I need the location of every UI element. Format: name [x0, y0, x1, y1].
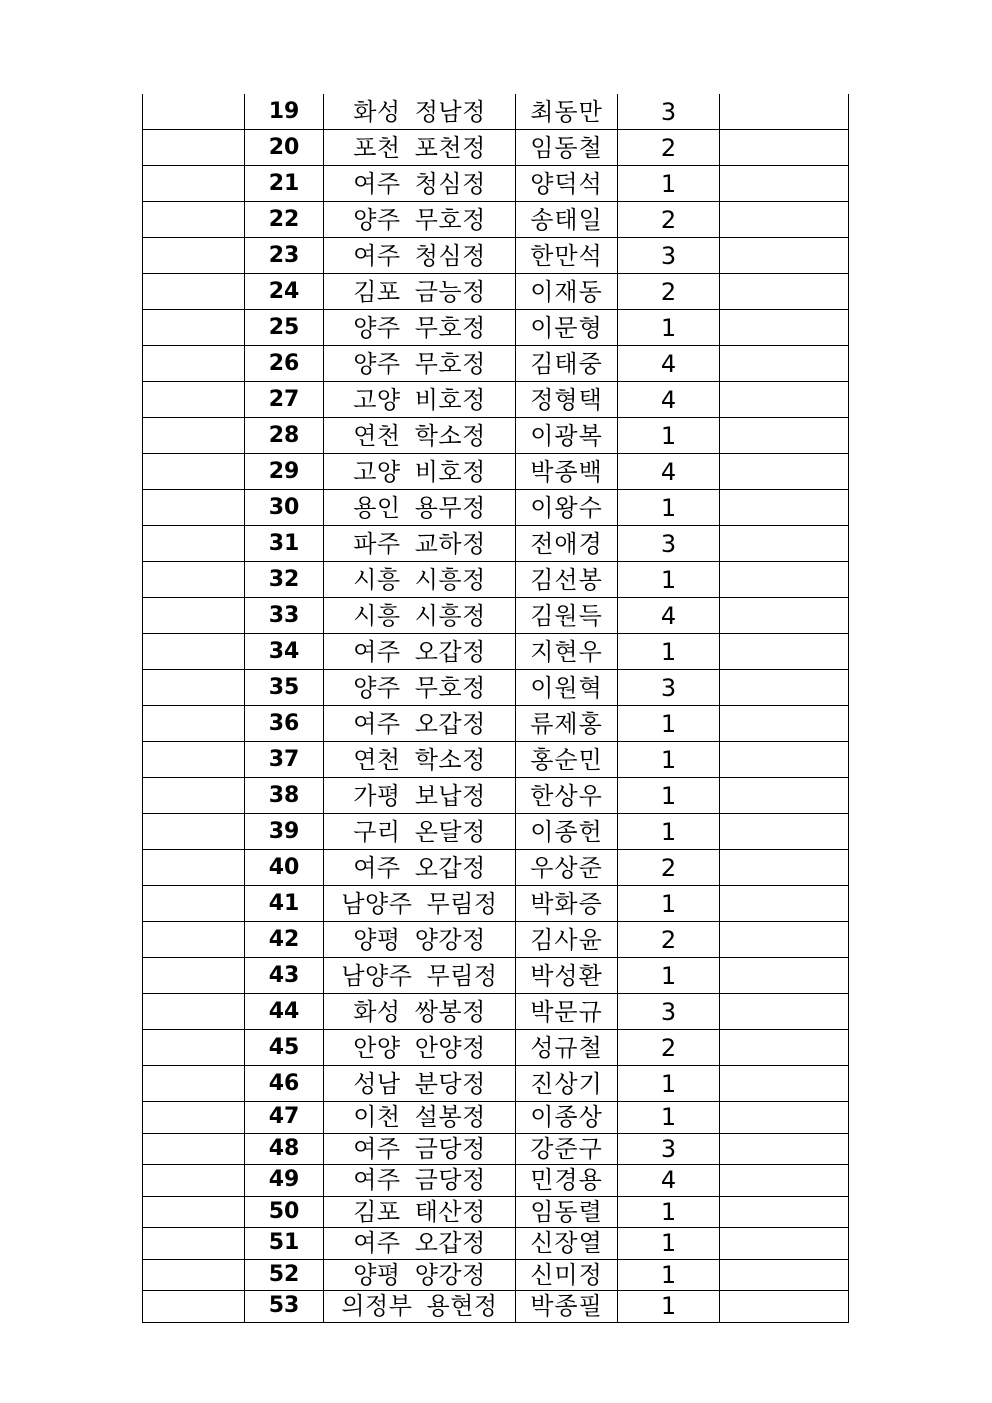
row-number-cell: 20 — [245, 130, 324, 166]
person-name-cell: 박화증 — [516, 886, 618, 922]
person-name-cell: 박종필 — [516, 1291, 618, 1323]
blank-cell-right — [720, 670, 849, 706]
table-row — [143, 598, 849, 634]
table-row — [143, 850, 849, 886]
team-cell: 여주 청심정 — [324, 166, 516, 202]
person-name-cell: 최동만 — [516, 94, 618, 130]
count-cell: 1 — [618, 814, 720, 850]
person-name-cell: 임동렬 — [516, 1196, 618, 1228]
person-name-cell: 이종상 — [516, 1102, 618, 1134]
person-name-cell: 신미정 — [516, 1259, 618, 1291]
team-cell: 여주 청심정 — [324, 238, 516, 274]
count-cell: 1 — [618, 1066, 720, 1102]
team-cell: 양평 양강정 — [324, 922, 516, 958]
blank-cell-right — [720, 454, 849, 490]
blank-cell-right — [720, 274, 849, 310]
person-name-cell: 양덕석 — [516, 166, 618, 202]
table-row — [143, 1165, 849, 1197]
team-cell: 파주 교하정 — [324, 526, 516, 562]
blank-cell-right — [720, 742, 849, 778]
team-cell: 고양 비호정 — [324, 454, 516, 490]
blank-cell-left — [143, 778, 245, 814]
person-name-cell: 정형택 — [516, 382, 618, 418]
person-name-cell: 박종백 — [516, 454, 618, 490]
table-row — [143, 454, 849, 490]
row-number-cell: 40 — [245, 850, 324, 886]
team-cell: 의정부 용현정 — [324, 1291, 516, 1323]
person-name-cell: 신장열 — [516, 1228, 618, 1260]
table-row — [143, 1228, 849, 1260]
team-cell: 여주 오갑정 — [324, 850, 516, 886]
count-cell: 4 — [618, 454, 720, 490]
row-number-cell: 49 — [245, 1165, 324, 1197]
row-number-cell: 44 — [245, 994, 324, 1030]
blank-cell-right — [720, 706, 849, 742]
blank-cell-left — [143, 742, 245, 778]
table-row — [143, 886, 849, 922]
table-row — [143, 166, 849, 202]
table-row — [143, 346, 849, 382]
blank-cell-left — [143, 958, 245, 994]
row-number-cell: 42 — [245, 922, 324, 958]
team-cell: 연천 학소정 — [324, 742, 516, 778]
team-cell: 포천 포천정 — [324, 130, 516, 166]
count-cell: 1 — [618, 1196, 720, 1228]
count-cell: 1 — [618, 742, 720, 778]
blank-cell-left — [143, 1066, 245, 1102]
count-cell: 2 — [618, 130, 720, 166]
row-number-cell: 27 — [245, 382, 324, 418]
row-number-cell: 22 — [245, 202, 324, 238]
blank-cell-left — [143, 1259, 245, 1291]
row-number-cell: 36 — [245, 706, 324, 742]
person-name-cell: 전애경 — [516, 526, 618, 562]
row-number-cell: 26 — [245, 346, 324, 382]
table-row — [143, 1259, 849, 1291]
blank-cell-left — [143, 670, 245, 706]
row-number-cell: 24 — [245, 274, 324, 310]
blank-cell-right — [720, 1196, 849, 1228]
blank-cell-left — [143, 490, 245, 526]
blank-cell-right — [720, 526, 849, 562]
row-number-cell: 19 — [245, 94, 324, 130]
row-number-cell: 53 — [245, 1291, 324, 1323]
blank-cell-right — [720, 310, 849, 346]
count-cell: 4 — [618, 598, 720, 634]
team-cell: 고양 비호정 — [324, 382, 516, 418]
row-number-cell: 51 — [245, 1228, 324, 1260]
team-cell: 여주 금당정 — [324, 1133, 516, 1165]
row-number-cell: 23 — [245, 238, 324, 274]
blank-cell-right — [720, 1291, 849, 1323]
person-name-cell: 이재동 — [516, 274, 618, 310]
count-cell: 1 — [618, 634, 720, 670]
row-number-cell: 38 — [245, 778, 324, 814]
blank-cell-right — [720, 418, 849, 454]
table-row — [143, 382, 849, 418]
count-cell: 1 — [618, 310, 720, 346]
row-number-cell: 30 — [245, 490, 324, 526]
blank-cell-right — [720, 850, 849, 886]
row-number-cell: 31 — [245, 526, 324, 562]
count-cell: 2 — [618, 274, 720, 310]
team-cell: 양주 무호정 — [324, 670, 516, 706]
count-cell: 1 — [618, 886, 720, 922]
count-cell: 1 — [618, 418, 720, 454]
blank-cell-left — [143, 1102, 245, 1134]
person-name-cell: 김원득 — [516, 598, 618, 634]
row-number-cell: 41 — [245, 886, 324, 922]
blank-cell-left — [143, 922, 245, 958]
person-name-cell: 이광복 — [516, 418, 618, 454]
count-cell: 1 — [618, 1291, 720, 1323]
count-cell: 1 — [618, 778, 720, 814]
team-cell: 양주 무호정 — [324, 310, 516, 346]
table-row — [143, 634, 849, 670]
blank-cell-right — [720, 382, 849, 418]
blank-cell-right — [720, 994, 849, 1030]
person-name-cell: 이종헌 — [516, 814, 618, 850]
team-cell: 이천 설봉정 — [324, 1102, 516, 1134]
row-number-cell: 35 — [245, 670, 324, 706]
table-row — [143, 490, 849, 526]
count-cell: 2 — [618, 850, 720, 886]
blank-cell-right — [720, 1133, 849, 1165]
table-row — [143, 274, 849, 310]
row-number-cell: 21 — [245, 166, 324, 202]
team-cell: 가평 보납정 — [324, 778, 516, 814]
person-name-cell: 김사윤 — [516, 922, 618, 958]
row-number-cell: 25 — [245, 310, 324, 346]
roster-table — [142, 94, 849, 1323]
blank-cell-left — [143, 886, 245, 922]
table-row — [143, 310, 849, 346]
person-name-cell: 김선봉 — [516, 562, 618, 598]
roster-table-body — [143, 94, 849, 1322]
table-row — [143, 1133, 849, 1165]
blank-cell-left — [143, 1030, 245, 1066]
row-number-cell: 50 — [245, 1196, 324, 1228]
count-cell: 3 — [618, 1133, 720, 1165]
blank-cell-left — [143, 598, 245, 634]
count-cell: 4 — [618, 346, 720, 382]
count-cell: 4 — [618, 1165, 720, 1197]
team-cell: 양주 무호정 — [324, 346, 516, 382]
count-cell: 3 — [618, 994, 720, 1030]
table-row — [143, 562, 849, 598]
blank-cell-left — [143, 994, 245, 1030]
count-cell: 1 — [618, 958, 720, 994]
row-number-cell: 32 — [245, 562, 324, 598]
blank-cell-right — [720, 886, 849, 922]
blank-cell-left — [143, 526, 245, 562]
row-number-cell: 33 — [245, 598, 324, 634]
team-cell: 용인 용무정 — [324, 490, 516, 526]
person-name-cell: 박성환 — [516, 958, 618, 994]
row-number-cell: 52 — [245, 1259, 324, 1291]
team-cell: 시흥 시흥정 — [324, 562, 516, 598]
blank-cell-left — [143, 238, 245, 274]
blank-cell-right — [720, 1030, 849, 1066]
row-number-cell: 46 — [245, 1066, 324, 1102]
blank-cell-right — [720, 346, 849, 382]
table-row — [143, 706, 849, 742]
count-cell: 1 — [618, 562, 720, 598]
team-cell: 성남 분당정 — [324, 1066, 516, 1102]
table-row — [143, 238, 849, 274]
blank-cell-left — [143, 166, 245, 202]
person-name-cell: 성규철 — [516, 1030, 618, 1066]
team-cell: 시흥 시흥정 — [324, 598, 516, 634]
count-cell: 2 — [618, 922, 720, 958]
team-cell: 화성 쌍봉정 — [324, 994, 516, 1030]
blank-cell-left — [143, 562, 245, 598]
row-number-cell: 43 — [245, 958, 324, 994]
blank-cell-right — [720, 634, 849, 670]
table-row — [143, 202, 849, 238]
count-cell: 2 — [618, 1030, 720, 1066]
row-number-cell: 39 — [245, 814, 324, 850]
team-cell: 여주 오갑정 — [324, 706, 516, 742]
blank-cell-right — [720, 778, 849, 814]
table-row — [143, 1066, 849, 1102]
blank-cell-right — [720, 1228, 849, 1260]
count-cell: 1 — [618, 1102, 720, 1134]
count-cell: 1 — [618, 490, 720, 526]
table-row — [143, 742, 849, 778]
team-cell: 안양 안양정 — [324, 1030, 516, 1066]
blank-cell-left — [143, 202, 245, 238]
table-row — [143, 814, 849, 850]
blank-cell-left — [143, 346, 245, 382]
blank-cell-left — [143, 850, 245, 886]
blank-cell-left — [143, 814, 245, 850]
blank-cell-right — [720, 94, 849, 130]
table-row — [143, 1196, 849, 1228]
blank-cell-right — [720, 238, 849, 274]
person-name-cell: 지현우 — [516, 634, 618, 670]
table-row — [143, 994, 849, 1030]
person-name-cell: 우상준 — [516, 850, 618, 886]
count-cell: 3 — [618, 526, 720, 562]
team-cell: 여주 금당정 — [324, 1165, 516, 1197]
blank-cell-left — [143, 1228, 245, 1260]
person-name-cell: 이왕수 — [516, 490, 618, 526]
person-name-cell: 한상우 — [516, 778, 618, 814]
table-row — [143, 778, 849, 814]
blank-cell-left — [143, 310, 245, 346]
row-number-cell: 34 — [245, 634, 324, 670]
blank-cell-right — [720, 958, 849, 994]
person-name-cell: 류제홍 — [516, 706, 618, 742]
blank-cell-left — [143, 706, 245, 742]
count-cell: 1 — [618, 706, 720, 742]
blank-cell-right — [720, 1259, 849, 1291]
row-number-cell: 48 — [245, 1133, 324, 1165]
count-cell: 3 — [618, 670, 720, 706]
blank-cell-left — [143, 274, 245, 310]
person-name-cell: 이원혁 — [516, 670, 618, 706]
team-cell: 양평 양강정 — [324, 1259, 516, 1291]
blank-cell-right — [720, 490, 849, 526]
table-row — [143, 1030, 849, 1066]
blank-cell-right — [720, 922, 849, 958]
table-row — [143, 94, 849, 130]
blank-cell-right — [720, 202, 849, 238]
team-cell: 남양주 무림정 — [324, 886, 516, 922]
team-cell: 여주 오갑정 — [324, 1228, 516, 1260]
person-name-cell: 민경용 — [516, 1165, 618, 1197]
row-number-cell: 37 — [245, 742, 324, 778]
count-cell: 4 — [618, 382, 720, 418]
table-row — [143, 1102, 849, 1134]
blank-cell-left — [143, 1165, 245, 1197]
blank-cell-left — [143, 94, 245, 130]
row-number-cell: 28 — [245, 418, 324, 454]
table-row — [143, 1291, 849, 1323]
person-name-cell: 강준구 — [516, 1133, 618, 1165]
count-cell: 1 — [618, 1259, 720, 1291]
table-row — [143, 958, 849, 994]
blank-cell-right — [720, 1102, 849, 1134]
blank-cell-left — [143, 418, 245, 454]
row-number-cell: 45 — [245, 1030, 324, 1066]
blank-cell-right — [720, 166, 849, 202]
table-row — [143, 130, 849, 166]
count-cell: 1 — [618, 1228, 720, 1260]
count-cell: 1 — [618, 166, 720, 202]
blank-cell-right — [720, 130, 849, 166]
table-row — [143, 670, 849, 706]
team-cell: 여주 오갑정 — [324, 634, 516, 670]
blank-cell-left — [143, 382, 245, 418]
blank-cell-right — [720, 814, 849, 850]
team-cell: 김포 태산정 — [324, 1196, 516, 1228]
blank-cell-left — [143, 1133, 245, 1165]
person-name-cell: 진상기 — [516, 1066, 618, 1102]
table-row — [143, 526, 849, 562]
blank-cell-left — [143, 1291, 245, 1323]
person-name-cell: 박문규 — [516, 994, 618, 1030]
team-cell: 연천 학소정 — [324, 418, 516, 454]
blank-cell-left — [143, 130, 245, 166]
blank-cell-right — [720, 598, 849, 634]
count-cell: 2 — [618, 202, 720, 238]
team-cell: 구리 온달정 — [324, 814, 516, 850]
table-row — [143, 922, 849, 958]
blank-cell-right — [720, 562, 849, 598]
blank-cell-right — [720, 1165, 849, 1197]
count-cell: 3 — [618, 238, 720, 274]
team-cell: 김포 금능정 — [324, 274, 516, 310]
blank-cell-left — [143, 1196, 245, 1228]
team-cell: 화성 정남정 — [324, 94, 516, 130]
person-name-cell: 김태중 — [516, 346, 618, 382]
row-number-cell: 29 — [245, 454, 324, 490]
person-name-cell: 송태일 — [516, 202, 618, 238]
team-cell: 양주 무호정 — [324, 202, 516, 238]
person-name-cell: 한만석 — [516, 238, 618, 274]
table-row — [143, 418, 849, 454]
blank-cell-left — [143, 634, 245, 670]
person-name-cell: 이문형 — [516, 310, 618, 346]
count-cell: 3 — [618, 94, 720, 130]
row-number-cell: 47 — [245, 1102, 324, 1134]
blank-cell-left — [143, 454, 245, 490]
person-name-cell: 홍순민 — [516, 742, 618, 778]
team-cell: 남양주 무림정 — [324, 958, 516, 994]
person-name-cell: 임동철 — [516, 130, 618, 166]
blank-cell-right — [720, 1066, 849, 1102]
